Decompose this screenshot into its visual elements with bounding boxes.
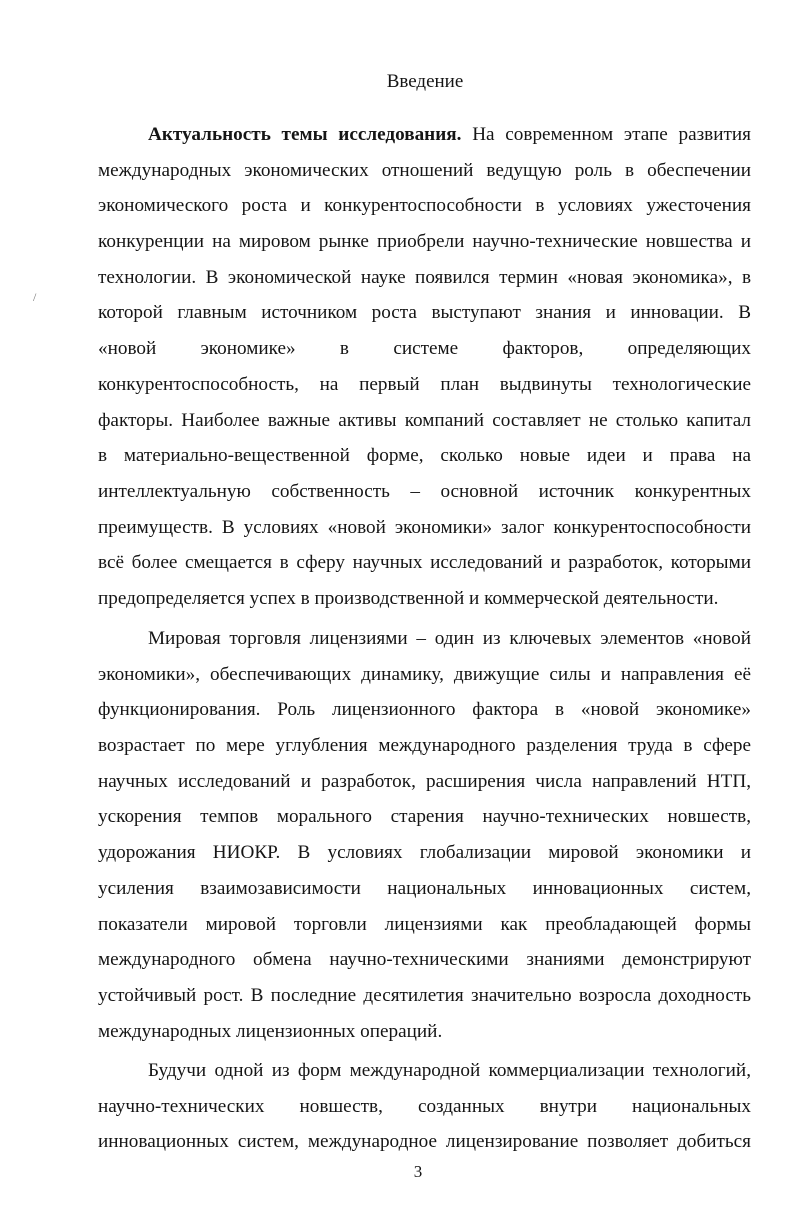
paragraph-line: преимуществ. В условиях «новой экономики» залог конкурентоспособности — [98, 516, 751, 538]
paragraph-line: интеллектуальную собственность – основной источник конкурентных — [98, 480, 751, 502]
margin-mark: / — [33, 290, 37, 304]
paragraph-line: экономического роста и конкурентоспособности в условиях ужесточения — [98, 195, 751, 217]
paragraph-line: международных лицензионных операций. — [98, 1020, 443, 1042]
paragraph-international-licensing — [98, 1053, 751, 1160]
paragraph-line: ускорения темпов морального старения научно-технических новшеств, — [98, 806, 751, 828]
paragraph-line: которой главным источником роста выступают знания и инновации. В — [98, 302, 751, 324]
paragraph-line: конкуренции на мировом рынке приобрели научно-технические новшества и — [98, 231, 751, 253]
paragraph-line: Будучи одной из форм международной коммерциализации технологий, — [148, 1060, 751, 1081]
paragraph-line: удорожания НИОКР. В условиях глобализации мировой экономики и — [98, 842, 751, 864]
paragraph-line: международных экономических отношений ведущую роль в обеспечении — [98, 159, 751, 181]
paragraph-line: Актуальность темы исследования. На современном этапе развития — [148, 124, 751, 145]
paragraph-line: предопределяется успех в производственной и коммерческой деятельности. — [98, 587, 719, 609]
paragraph-line: в материально-вещественной форме, сколько новые идеи и права на — [98, 445, 751, 467]
paragraph-lead: Актуальность темы исследования. — [148, 124, 462, 145]
paragraph-line: Мировая торговля лицензиями – один из ключевых элементов «новой — [148, 628, 751, 649]
paragraph-line: функционирования. Роль лицензионного фактора в «новой экономике» — [98, 699, 751, 721]
paragraph-line: экономики», обеспечивающих динамику, движущие силы и направления её — [98, 663, 751, 685]
paragraph-line: инновационных систем, международное лицензирование позволяет добиться — [98, 1131, 751, 1153]
paragraph-line: конкурентоспособность, на первый план выдвинуты технологические — [98, 373, 751, 395]
paragraph-line: технологии. В экономической науке появился термин «новая экономика», в — [98, 266, 751, 288]
paragraph-line: возрастает по мере углубления международного разделения труда в сфере — [98, 735, 751, 757]
paragraph-line: устойчивый рост. В последние десятилетия значительно возросла доходность — [98, 984, 751, 1006]
paragraph-relevance — [98, 117, 751, 617]
paragraph-line: научно-технических новшеств, созданных внутри национальных — [98, 1095, 751, 1117]
paragraph-line: международного обмена научно-техническими знаниями демонстрируют — [98, 949, 751, 971]
page-number: 3 — [413, 1162, 423, 1181]
paragraph-line: показатели мировой торговли лицензиями как преобладающей формы — [98, 913, 751, 935]
paragraph-line: всё более смещается в сферу научных исследований и разработок, которыми — [98, 552, 751, 574]
paragraph-line: факторы. Наиболее важные активы компаний составляет не столько капитал — [98, 409, 751, 431]
paragraph-line: «новой экономике» в системе факторов, определяющих — [98, 338, 751, 360]
paragraph-line: научных исследований и разработок, расширения числа направлений НТП, — [98, 770, 751, 792]
paragraph-line: усиления взаимозависимости национальных инновационных систем, — [98, 877, 751, 899]
paragraph-license-trade — [98, 621, 751, 1049]
section-heading: Введение — [386, 71, 464, 92]
